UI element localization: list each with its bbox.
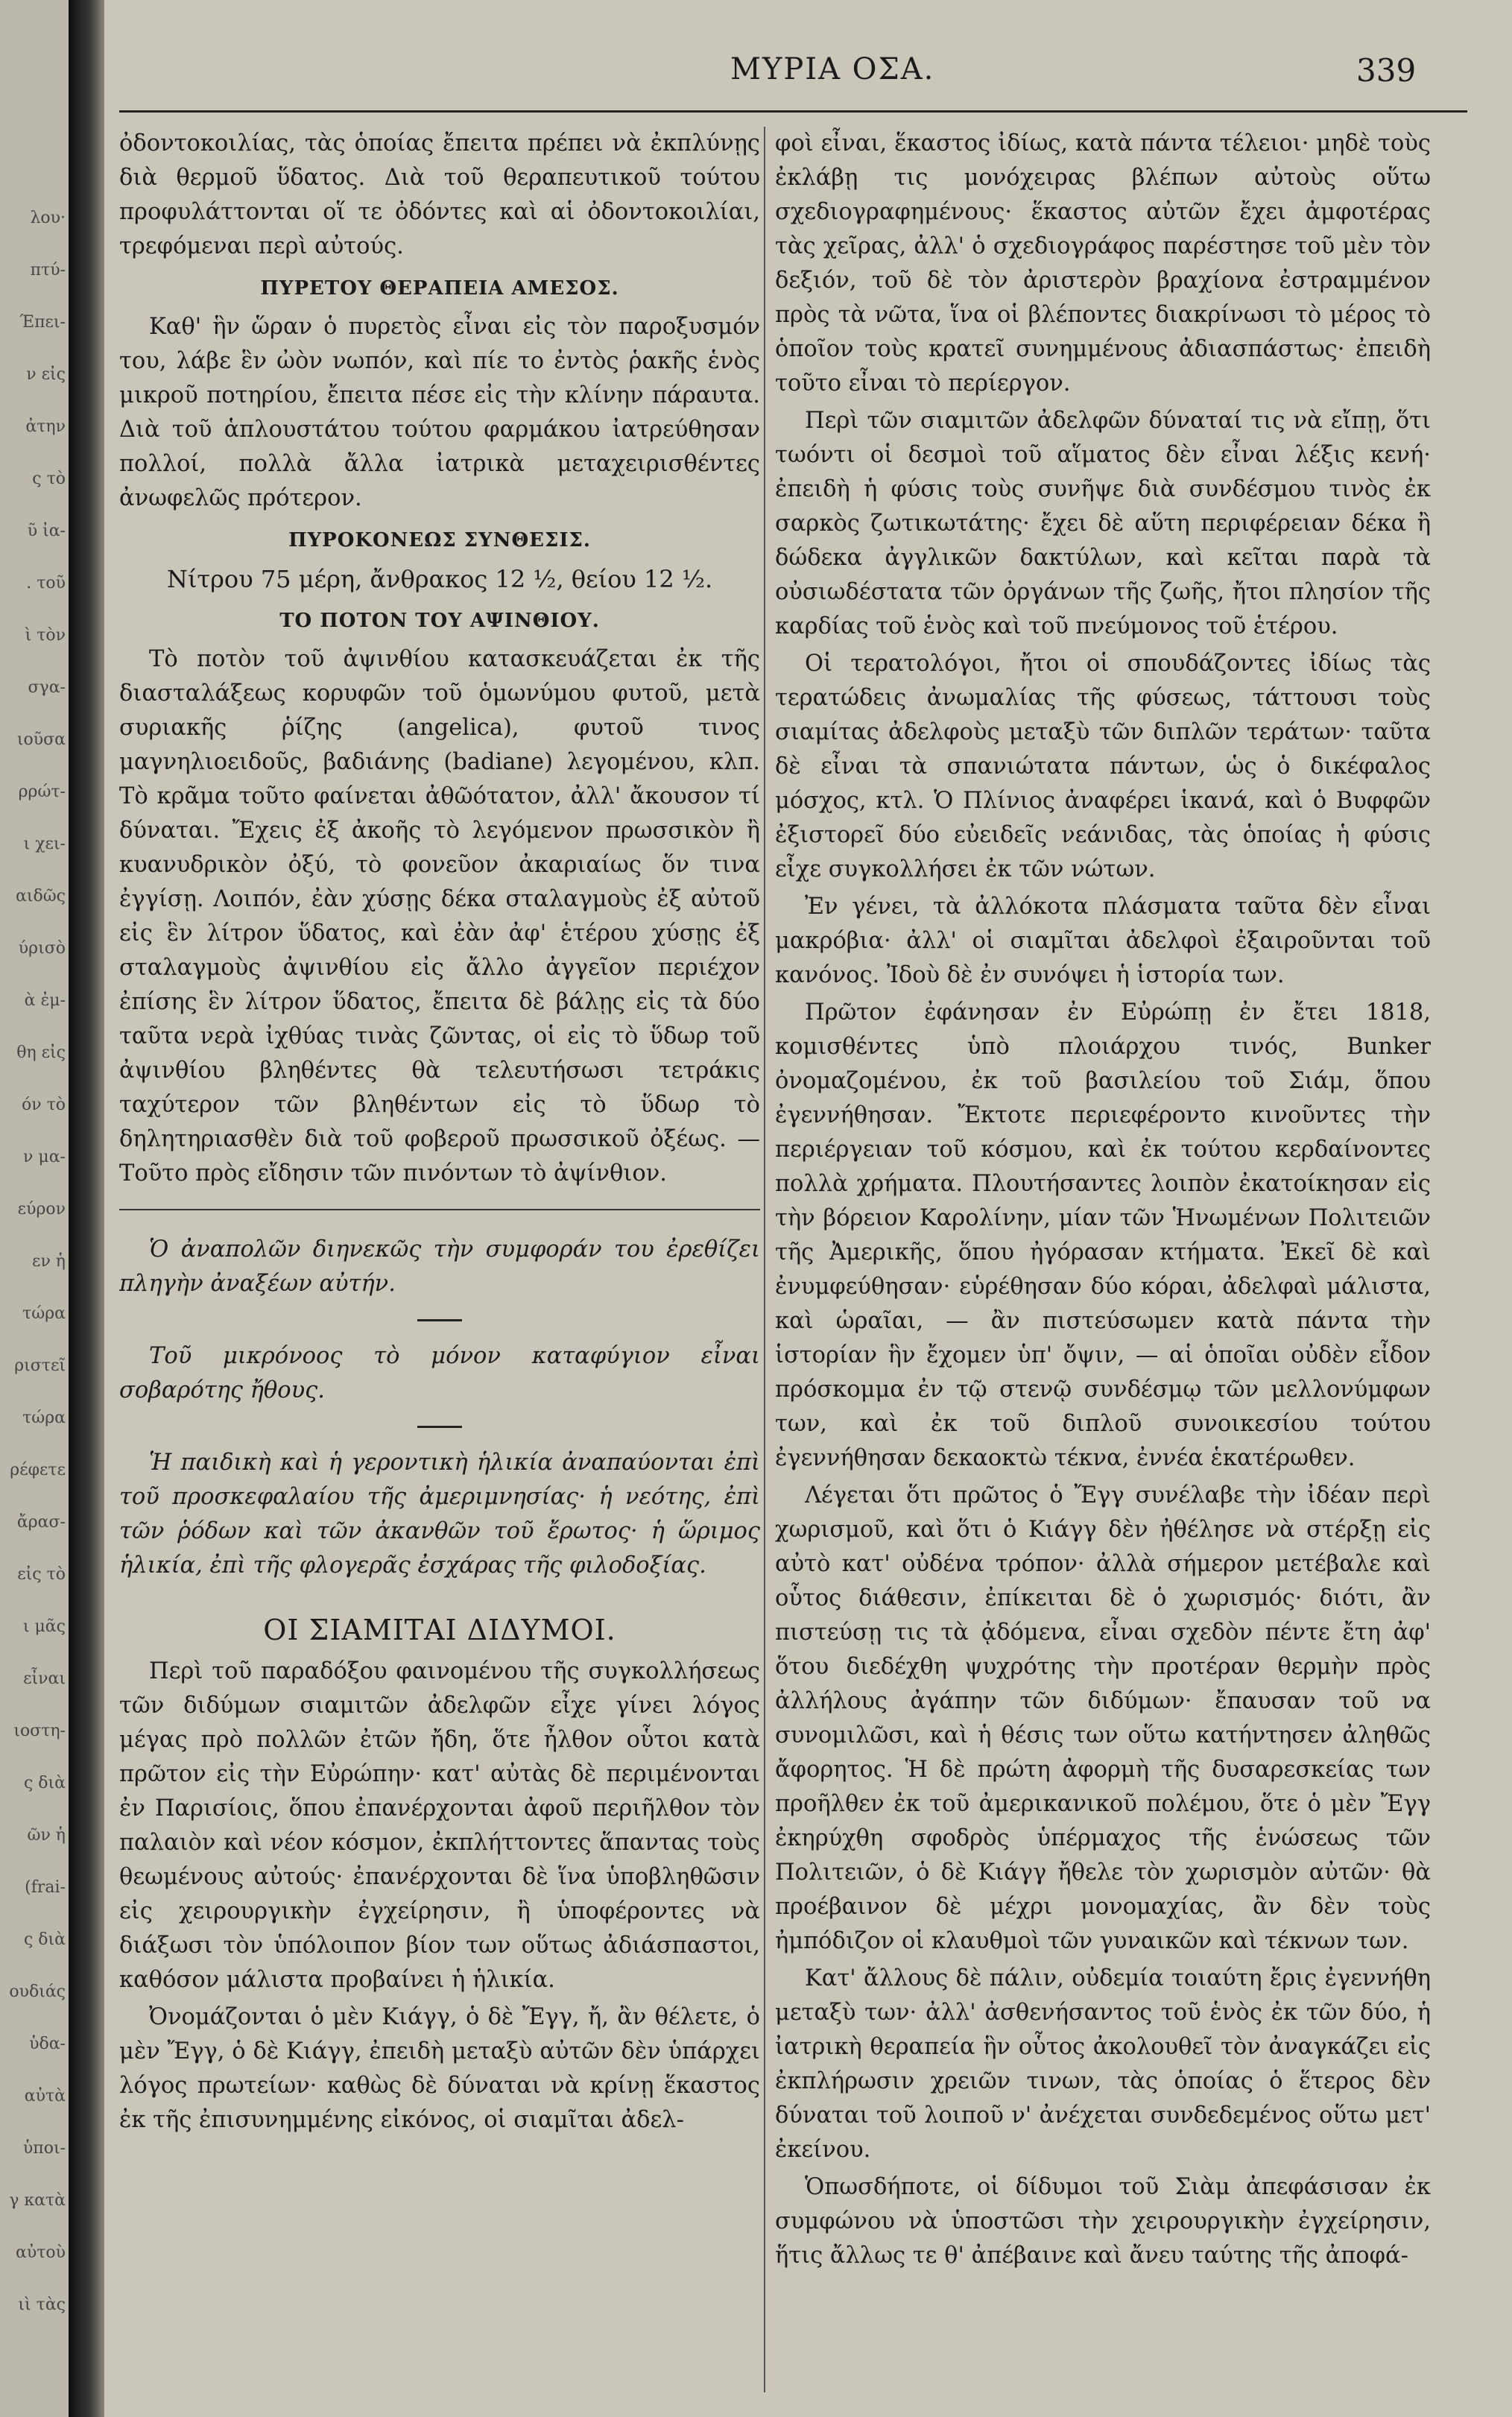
margin-fragment: (frai- <box>25 1878 66 1897</box>
margin-fragment: εν ἡ <box>32 1252 66 1271</box>
margin-fragment: ουδιάς <box>9 1982 66 2001</box>
short-divider <box>417 1319 462 1321</box>
margin-fragment: ιοστη- <box>13 1722 66 1740</box>
short-divider <box>417 1426 462 1428</box>
paragraph: Περὶ τοῦ παραδόξου φαινομένου τῆς συγκολλήσεως τῶν διδύμων σιαμιτῶν ἀδελφῶν εἶχε γίνει λόγος μέγας πρὸ πολλῶν ἐτῶν ἤδη, ὅτε ἦλθον οὗτοι κατὰ πρῶτον εἰς τὴν Εὐρώπην· κατ' αὐτὰς δὲ περιμένονται ἐν Παρισίοις, ὅπου ἐπανέρχονται ἀφοῦ περιῆλθον τὸν παλαιὸν καὶ νέον κόσμον, ἐκπλήττοντες ἅπαντας τοὺς θεωμένους αὐτούς· ἐπανέρχονται δὲ ἵνα ὑποβληθῶσιν εἰς χειρουργικὴν ἐγχείρησιν, ἢ ὑποφέροντες νὰ διάξωσι τὸν ὑπόλοιπον βίον των οὕτως ἀδιάσπαστοι, καθόσον μάλιστα προβαίνει ἡ ἡλικία. <box>119 1658 760 1993</box>
article-title: ΟΙ ΣΙΑΜΙΤΑΙ ΔΙΔΥΜΟΙ. <box>263 1614 616 1646</box>
margin-fragment: ς διὰ <box>23 1774 66 1792</box>
margin-fragment: ὰ ἐμ- <box>24 991 66 1010</box>
page-header <box>104 52 1512 104</box>
paragraph: φοὶ εἶναι, ἕκαστος ἰδίως, κατὰ πάντα τέλειοι· μηδὲ τοὺς ἐκλάβῃ τις μονόχειρας βλέπων αὐτοὺς οὕτω σχεδιογραφημένους· ἕκαστος αὐτῶν ἔχει ἀμφοτέρας τὰς χεῖρας, ἀλλ' ὁ σχεδιογράφος παρέστησε τοῦ μὲν τὸν δεξιόν, τοῦ δὲ τὸν ἀριστερὸν βραχίονα ἐστραμμένον πρὸς τὰ νῶτα, ἵνα οἱ βλέποντες διακρίνωσι τὸ μέρος τὸ ὁποῖον τοὺς κρατεῖ συνημμένους ἀδιασπάστως· ἐπειδὴ τοῦτο εἶναι τὸ περίεργον. <box>775 130 1431 396</box>
header-rule <box>119 110 1467 113</box>
paragraph: Ἐν γένει, τὰ ἀλλόκοτα πλάσματα ταῦτα δὲν εἶναι μακρόβια· ἀλλ' οἱ σιαμῖται ἀδελφοὶ ἐξαιροῦνται τοῦ κανόνος. Ἰδοὺ δὲ ἐν συνόψει ἡ ἱστορία των. <box>775 894 1431 988</box>
margin-fragment: πτύ- <box>30 261 66 279</box>
recipe-formula: Νίτρου 75 μέρη, ἄνθρακος 12 ½, θείου 12 ½. <box>166 565 713 593</box>
margin-fragment: γ κατὰ <box>9 2191 66 2210</box>
page-number: 339 <box>1356 52 1417 89</box>
margin-fragment: εἶναι <box>23 1669 66 1688</box>
margin-fragment: ῦ ἰα- <box>27 522 66 540</box>
right-column <box>775 127 1431 2392</box>
section-heading: ΤΟ ΠΟΤΟΝ ΤΟΥ ΑΨΙΝΘΙΟΥ. <box>279 610 600 632</box>
section-divider <box>119 1209 760 1210</box>
margin-fragment: λου· <box>30 209 66 227</box>
section-heading: ΠΥΡΟΚΟΝΕΩΣ ΣΥΝΘΕΣΙΣ. <box>288 529 591 552</box>
margin-fragment: ρρώτ- <box>18 783 66 801</box>
margin-fragment: ιοῦσα <box>16 730 66 749</box>
margin-fragment: ύρισὸ <box>18 939 66 958</box>
margin-fragment: ς τὸ <box>32 470 66 488</box>
margin-fragment: ς διὰ <box>23 1930 66 1949</box>
margin-fragment: ι χει- <box>23 835 66 853</box>
margin-fragment: όν τὸ <box>21 1096 66 1114</box>
paragraph: Κατ' ἄλλους δὲ πάλιν, οὐδεμία τοιαύτη ἔρις ἐγεννήθη μεταξὺ των· ἀλλ' ἀσθενήσαντος τοῦ ἑνὸς ἐκ τῶν δύο, ἡ ἰατρικὴ θεραπεία ἣν οὗτος ἀκολουθεῖ τὸν ἀναγκάζει εἰς ἐκπλήρωσιν χρειῶν τινων, τὰς ὁποίας ὁ ἕτερος δὲν δύναται τοῦ λοιποῦ ν' ἀνέχεται συνδεδεμένος οὕτω μετ' ἐκείνου. <box>775 1965 1431 2163</box>
margin-fragment: αὐτοὺ <box>15 2243 66 2262</box>
margin-fragment: Έπει- <box>19 313 66 332</box>
margin-fragment: εἰς τὸ <box>17 1565 66 1584</box>
maxim: Ἡ παιδικὴ καὶ ἡ γεροντικὴ ἡλικία ἀναπαύονται ἐπὶ τοῦ προσκεφαλαίου τῆς ἀμεριμνησίας· ἡ νεότης, ἐπὶ τῶν ῥόδων καὶ τῶν ἀκανθῶν τοῦ ἔρωτος· ἡ ὥριμος ἡλικία, ἐπὶ τῆς φλογερᾶς ἐσχάρας τῆς φιλοδοξίας. <box>119 1450 760 1579</box>
margin-fragment: ν εἰς <box>26 365 66 384</box>
running-title: ΜΥΡΙΑ ΟΣΑ. <box>730 52 935 86</box>
paragraph: Ὀνομάζονται ὁ μὲν Κιάγγ, ὁ δὲ Ἔγγ, ἤ, ἂν θέλετε, ὁ μὲν Ἔγγ, ὁ δὲ Κιάγγ, ἐπειδὴ μεταξὺ αὐτῶν δὲν ὑπάρχει λόγος πρωτείων· καθὼς δὲ δύναται νὰ κρίνῃ ἕκαστος ἐκ τῆς ἐπισυνημμένης εἰκόνος, οἱ σιαμῖται ἀδελ- <box>119 2004 760 2133</box>
paragraph: Ὁπωσδήποτε, οἱ δίδυμοι τοῦ Σιὰμ ἀπεφάσισαν ἐκ συμφώνου νὰ ὑποστῶσι τὴν χειρουργικὴν ἐγχείρησιν, ἥτις ἄλλως τε θ' ἀπέβαινε καὶ ἄνευ ταύτης τῆς ἀποφά- <box>775 2174 1431 2269</box>
margin-fragment: σγα- <box>28 678 66 697</box>
maxim: Τοῦ μικρόνοος τὸ μόνον καταφύγιον εἶναι σοβαρότης ἤθους. <box>119 1343 760 1403</box>
book-page <box>104 0 1512 2417</box>
margin-fragment: ρέφετε <box>10 1461 66 1479</box>
margin-fragment: ιὶ τὰς <box>18 2296 66 2314</box>
margin-fragment: ὑποι- <box>22 2139 66 2158</box>
paragraph: Καθ' ἣν ὥραν ὁ πυρετὸς εἶναι εἰς τὸν παροξυσμόν του, λάβε ἓν ὠὸν νωπόν, καὶ πίε το ἐντὸς ῥακῆς ἑνὸς μικροῦ ποτηρίου, ἔπειτα πέσε εἰς τὴν κλίνην πάραυτα. Διὰ τοῦ ἁπλουστάτου τούτου φαρμάκου ἰατρεύθησαν πολλοί, πολλὰ ἄλλα ἰατρικὰ μεταχειρισθέντες ἀνωφελῶς πρότερον. <box>119 314 760 511</box>
margin-fragment: εύρον <box>17 1200 66 1219</box>
paragraph: Οἱ τερατολόγοι, ἤτοι οἱ σπουδάζοντες ἰδίως τὰς τερατώδεις ἀνωμαλίας τῆς φύσεως, τάττουσι τοὺς σιαμίτας ἀδελφοὺς μεταξὺ τῶν διπλῶν τεράτων· ταῦτα δὲ εἶναι τὰ σπανιώτατα πάντων, ὡς ὁ δικέφαλος μόσχος, κτλ. Ὁ Πλίνιος ἀναφέρει ἱκανά, καὶ ὁ Βυφφῶν ἐξιστορεῖ δύο εὐειδεῖς νεάνιδας, τὰς ὁποίας ἡ φύσις εἶχε συγκολλήσει ἐκ τῶν νώτων. <box>775 651 1431 882</box>
margin-fragment: . τοῦ <box>26 574 66 593</box>
margin-fragment: ὶ τὸν <box>25 626 66 645</box>
margin-fragment: θη εἰς <box>16 1043 66 1062</box>
margin-fragment: ἀτην <box>25 417 66 436</box>
margin-fragment: ὑδα- <box>29 2035 66 2053</box>
paragraph: Πρῶτον ἐφάνησαν ἐν Εὐρώπῃ ἐν ἔτει 1818, κομισθέντες ὑπὸ πλοιάρχου τινός, Bunker ὀνομαζομένου, ἐκ τοῦ βασιλείου τοῦ Σιάμ, ὅπου ἐγεννήθησαν. Ἔκτοτε περιεφέροντο κινοῦντες τὴν περιέργειαν τοῦ κόσμου, καὶ ἐκ τούτου κερδαίνοντες πολλὰ χρήματα. Πλουτήσαντες λοιπὸν ἐκατοίκησαν εἰς τὴν βόρειον Καρολίνην, μίαν τῶν Ἡνωμένων Πολιτειῶν τῆς Ἀμερικῆς, ὅπου ἠγόρασαν κτήματα. Ἐκεῖ δὲ καὶ ἐνυμφεύθησαν· εὑρέθησαν δύο κόραι, ἀδελφαὶ μάλιστα, καὶ ὡραῖαι, — ἂν πιστεύσωμεν κατὰ πάντα τὴν ἱστορίαν ἣν ἔχομεν ὑπ' ὄψιν, — αἱ ὁποῖαι οὐδὲν εἶδον πρόσκομμα ἐν τῷ στενῷ συνδέσμῳ τῶν μελλονύμφων των, καὶ ἐκ τοῦ διπλοῦ συνοικεσίου τούτου ἐγεννήθησαν δεκαοκτὼ τέκνα, ἐννέα ἑκατέρωθεν. <box>775 999 1431 1471</box>
margin-fragment: αιδῶς <box>16 887 66 906</box>
margin-fragment: ἄρασ- <box>16 1513 66 1532</box>
column-divider <box>764 127 765 2392</box>
paragraph: ὀδοντοκοιλίας, τὰς ὁποίας ἔπειτα πρέπει νὰ ἐκπλύνῃς διὰ θερμοῦ ὕδατος. Διὰ τοῦ θεραπευτικοῦ τούτου προφυλάττονται οἵ τε ὀδόντες καὶ αἱ ὀδοντοκοιλίαι, τρεφόμεναι περὶ αὐτούς. <box>119 130 760 259</box>
book-gutter <box>69 0 104 2417</box>
margin-fragment: ν μα- <box>23 1148 66 1166</box>
paragraph: Λέγεται ὅτι πρῶτος ὁ Ἔγγ συνέλαβε τὴν ἰδέαν περὶ χωρισμοῦ, καὶ ὅτι ὁ Κιάγγ δὲν ἠθέλησε νὰ στέρξῃ εἰς αὐτὸ κατ' οὐδένα τρόπον· ἀλλὰ σήμερον μετέβαλε καὶ οὗτος διάθεσιν, ἐπίκειται δὲ ὁ χωρισμός· διότι, ἂν πιστεύσῃ τις τὰ ᾀδόμενα, εἶναι σχεδὸν πέντε ἔτη ἀφ' ὅτου διεδέχθη ψυχρότης τὴν προτέραν θερμὴν πρὸς ἀλλήλους ἀγάπην τῶν διδύμων· ἔπαυσαν τοῦ να συνομιλῶσι, καὶ ἡ θέσις των οὕτω κατήντησεν ἀληθῶς ἄφορητος. Ἡ δὲ πρώτη ἀφορμὴ τῆς δυσαρεσκείας των προῆλθεν ἐκ τοῦ ἀμερικανικοῦ πολέμου, ὅτε ὁ μὲν Ἔγγ ἐκηρύχθη σφοδρὸς ὑπέρμαχος τῆς ἑνώσεως τῶν Πολιτειῶν, ὁ δὲ Κιάγγ ἤθελε τὸν χωρισμὸν αὐτῶν· θὰ προέβαινον δὲ μέχρι μονομαχίας, ἂν δὲν τοὺς ἠμπόδιζον οἱ κλαυθμοὶ τῶν γυναικῶν καὶ τέκνων των. <box>775 1482 1431 1954</box>
left-column <box>119 127 760 2392</box>
margin-fragment: τώρα <box>22 1409 66 1427</box>
maxim: Ὁ ἀναπολῶν διηνεκῶς τὴν συμφοράν του ἐρεθίζει πληγὴν ἀναξέων αὐτήν. <box>119 1236 760 1297</box>
paragraph: Περὶ τῶν σιαμιτῶν ἀδελφῶν δύναταί τις νὰ εἴπῃ, ὅτι τωόντι οἱ δεσμοὶ τοῦ αἵματος δὲν εἶναι λέξις κενή· ἐπειδὴ ἡ φύσις τοὺς συνῆψε διὰ συνδέσμου τινὸς ἐκ σαρκὸς ζωτικωτάτης· ἔχει δὲ αὕτη περιφέρειαν δέκα ἢ δώδεκα ἀγγλικῶν δακτύλων, καὶ κεῖται παρὰ τὰ οὐσιωδέστατα τῶν ὀργάνων τῆς ζωῆς, ἤτοι πλησίον τῆς καρδίας τοῦ ἑνὸς καὶ τοῦ πνεύμονος τοῦ ἑτέρου. <box>775 408 1431 639</box>
margin-fragment: ῶν ἡ <box>27 1826 66 1845</box>
margin-fragment: αὐτὰ <box>24 2087 66 2105</box>
margin-fragment: ριστεῖ <box>14 1356 66 1375</box>
adjacent-page-margin <box>0 0 69 2417</box>
paragraph: Τὸ ποτὸν τοῦ ἀψινθίου κατασκευάζεται ἐκ τῆς διασταλάξεως κορυφῶν τοῦ ὁμωνύμου φυτοῦ, μετὰ συριακῆς ῥίζης (angelica), φυτοῦ τινος μαγνηλιοειδοῦς, βαδιάνης (badiane) λεγομένου, κλπ. Τὸ κρᾶμα τοῦτο φαίνεται ἀθῶότατον, ἀλλ' ἄκουσον τί δύναται. Ἔχεις ἐξ ἀκοῆς τὸ λεγόμενον πρωσσικὸν ἢ κυανυδρικὸν ὀξύ, τὸ φονεῦον ἀκαριαίως ὅν τινα ἐγγίσῃ. Λοιπόν, ἐὰν χύσῃς δέκα σταλαγμοὺς ἐξ αὐτοῦ εἰς ἓν λίτρον ὕδατος, καὶ ἐὰν ἀφ' ἑτέρου χύσῃς ἐξ σταλαγμοὺς ἀψινθίου εἰς ἄλλο ἀγγεῖον περιέχον ἐπίσης ἓν λίτρον ὕδατος, ἔπειτα δὲ βάλῃς εἰς τὰ δύο ταῦτα νερὰ ἰχθύας τινὰς ζῶντας, οἱ εἰς τὸ ὕδωρ τοῦ ἀψινθίου βληθέντες θὰ τελευτήσωσι τετράκις ταχύτερον τῶν βληθέντων εἰς τὸ ὕδωρ τὸ δηλητηριασθὲν διὰ τοῦ φοβεροῦ πρωσσικοῦ ὀξέως. — Τοῦτο πρὸς εἴδησιν τῶν πινόντων τὸ ἀψίνθιον. <box>119 646 760 1187</box>
margin-fragment: τώρα <box>22 1304 66 1323</box>
margin-fragment: ι μᾶς <box>22 1617 66 1636</box>
section-heading: ΠΥΡΕΤΟΥ ΘΕΡΑΠΕΙΑ ΑΜΕΣΟΣ. <box>260 277 619 300</box>
